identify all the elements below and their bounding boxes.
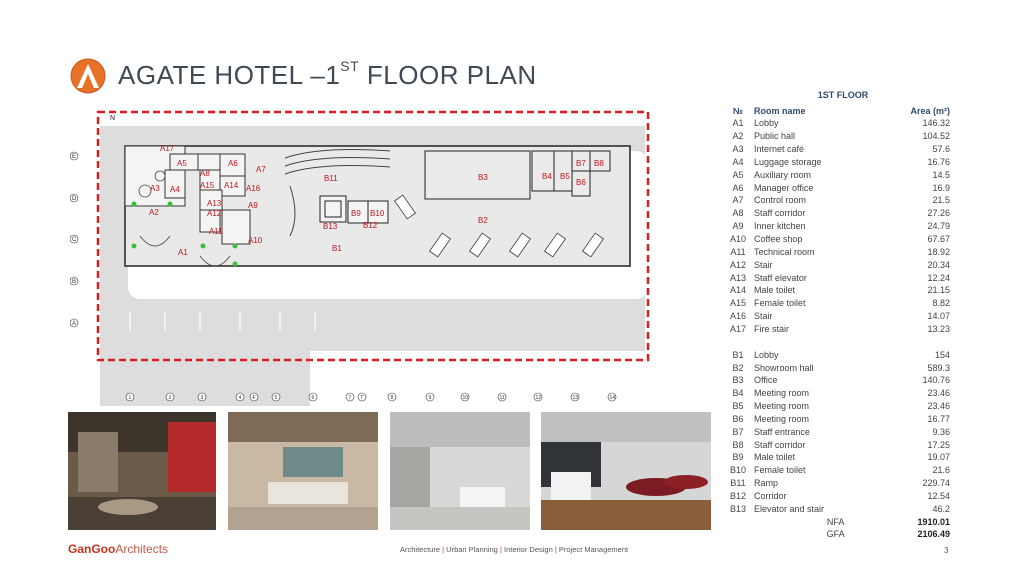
svg-text:7': 7' [360,395,364,401]
room-label: A1 [178,248,188,257]
room-label: A5 [177,159,187,168]
cell-no: A15 [729,298,746,309]
cell-name: Meeting room [754,388,810,399]
office-photo [390,412,530,530]
table-row [722,451,954,464]
table-row [722,181,954,194]
reception-photo [228,412,378,530]
room-label: B12 [363,221,378,230]
services-line: Architecture | Urban Planning | Interior Design | Project Management [400,545,629,554]
cell-area: 57.6 [932,144,950,155]
room-label: B9 [351,209,361,218]
table-row [722,245,954,258]
cell-name: Office [754,375,778,386]
svg-text:1: 1 [128,395,132,401]
cell-area: 23.46 [927,401,950,412]
table-row [722,258,954,271]
table-row [722,220,954,233]
room-label: A3 [150,184,160,193]
room-label: A6 [228,159,238,168]
cell-area: 16.76 [927,156,950,167]
cell-name: Male toilet [754,285,796,296]
cell-no: A3 [732,144,744,155]
cell-area: 13.23 [927,323,950,334]
svg-text:A: A [72,321,77,327]
cell-name: Luggage storage [754,156,822,167]
cell-name: Showroom hall [754,362,814,373]
room-label: B3 [478,173,488,182]
room-label: A10 [248,236,263,245]
cell-area: 18.92 [927,246,950,257]
room-label: A7 [256,165,266,174]
room-label: A9 [248,201,258,210]
svg-text:4': 4' [252,395,256,401]
table-row [722,502,954,515]
floor-plan [70,106,660,406]
cell-no: A17 [729,323,746,334]
room-label: A11 [209,227,223,236]
cell-no: B2 [732,362,744,373]
svg-text:11: 11 [499,395,505,401]
table-row [722,233,954,246]
table-row [722,464,954,477]
cell-no: A11 [730,246,746,257]
cell-name: Elevator and stair [754,503,825,514]
table-row [722,348,954,361]
table-row [722,143,954,156]
cell-area: 146.32 [922,118,950,129]
cell-no: B3 [732,375,744,386]
room-label: B11 [324,174,338,183]
room-label: A12 [207,209,222,218]
table-row [722,194,954,207]
svg-text:B: B [72,279,77,285]
svg-text:14: 14 [609,395,616,401]
room-label: A16 [246,184,261,193]
cell-no: A7 [732,195,744,206]
table-row [722,117,954,130]
room-area-table [722,90,954,541]
cell-no: A14 [729,285,746,296]
cell-area: 23.46 [927,388,950,399]
cell-name: Lobby [754,349,779,360]
table-row [722,425,954,438]
cell-name: Meeting room [754,401,810,412]
rows-b [722,348,954,515]
nfa-label: NFA [826,516,845,527]
cell-area: 14.5 [932,169,950,180]
cell-no: A13 [729,272,746,283]
table-row [722,412,954,425]
svg-text:6: 6 [311,395,315,401]
cell-no: B1 [732,349,744,360]
hotel-logo [70,58,106,94]
table-row [722,168,954,181]
cell-no: A4 [732,156,744,167]
room-label: A17 [160,144,175,153]
cell-name: Manager office [754,182,814,193]
cell-name: Public hall [754,131,796,142]
cell-name: Fire stair [754,323,790,334]
cell-name: Internet café [754,144,805,155]
table-row [722,297,954,310]
table-row [722,477,954,490]
cell-no: A9 [732,221,744,232]
totals [722,515,954,541]
cell-name: Auxiliary room [754,169,812,180]
svg-text:5: 5 [274,395,278,401]
col-room-name: Room name [754,105,806,116]
cell-area: 154 [934,349,950,360]
cell-name: Stair [754,259,773,270]
room-label: A4 [170,185,180,194]
cell-area: 46.2 [932,503,950,514]
cell-no: A1 [732,118,744,129]
room-label: B1 [332,244,342,253]
cell-name: Corridor [754,490,787,501]
cell-area: 16.77 [927,413,950,424]
room-label: B6 [576,178,586,187]
nfa-value: 1910.01 [917,516,950,527]
cell-no: A6 [732,182,744,193]
svg-text:12: 12 [535,395,542,401]
room-label: B10 [370,209,385,218]
table-row [722,374,954,387]
cell-no: A10 [729,234,746,245]
spacer [722,335,954,348]
cell-no: B7 [732,426,744,437]
cell-name: Coffee shop [754,234,803,245]
cell-no: B13 [729,503,746,514]
cell-area: 17.25 [927,439,950,450]
svg-text:C: C [72,237,77,243]
cell-no: A5 [732,169,744,180]
cell-area: 19.07 [927,452,950,463]
cell-area: 14.07 [927,311,950,322]
gfa-value: 2106.49 [917,529,950,540]
cell-area: 67.67 [927,234,950,245]
svg-text:2: 2 [168,395,172,401]
cell-name: Female toilet [754,465,806,476]
cell-no: B5 [732,401,744,412]
room-label: B5 [560,172,570,181]
room-label: A8 [200,169,210,178]
gfa-label: GFA [826,529,845,540]
room-label: A13 [207,199,222,208]
cell-no: B6 [732,413,744,424]
svg-text:D: D [72,196,77,202]
page-title: AGATE HOTEL –1ST FLOOR PLAN [118,58,537,90]
cell-area: 12.24 [927,272,950,283]
table-row [722,156,954,169]
table-row [722,130,954,143]
svg-text:7: 7 [348,395,352,401]
cell-name: Ramp [754,478,779,489]
table-row [722,323,954,336]
col-area: Area (m²) [910,105,950,116]
cell-no: B12 [729,490,746,501]
col-no: № [732,105,744,116]
cell-no: B4 [732,388,744,399]
lobby-photo [68,412,216,530]
room-label: B2 [478,216,488,225]
cell-area: 12.54 [927,490,950,501]
cell-no: B9 [732,452,744,463]
cell-name: Technical room [754,246,815,257]
cell-area: 589.3 [927,362,950,373]
showroom-photo [541,412,711,530]
svg-text:E: E [72,154,77,160]
table-row [722,361,954,374]
svg-text:4: 4 [238,395,242,401]
cell-area: 104.52 [922,131,950,142]
cell-area: 8.82 [932,298,950,309]
cell-name: Control room [754,195,807,206]
svg-text:8: 8 [390,395,394,401]
cell-no: A16 [729,311,746,322]
cell-no: A2 [732,131,744,142]
table-row [722,387,954,400]
cell-name: Staff corridor [754,208,806,219]
cell-area: 21.6 [932,465,950,476]
cell-name: Lobby [754,118,779,129]
svg-text:10: 10 [462,395,469,401]
table-row [722,284,954,297]
table-row [722,271,954,284]
cell-area: 21.15 [927,285,950,296]
table-row [722,400,954,413]
cell-name: Staff entrance [754,426,810,437]
room-label: B7 [576,159,586,168]
page-number: 3 [944,546,949,555]
brand-logo: GanGooArchitects [68,542,169,556]
cell-no: A12 [729,259,746,270]
cell-name: Meeting room [754,413,810,424]
table-row [722,207,954,220]
cell-name: Staff elevator [754,272,807,283]
cell-no: B8 [732,439,744,450]
cell-name: Stair [754,311,773,322]
table-row [722,438,954,451]
cell-area: 140.76 [922,375,950,386]
north-label: N [110,115,116,122]
cell-no: B10 [729,465,746,476]
table-row [722,310,954,323]
cell-area: 9.36 [932,426,950,437]
cell-no: A8 [732,208,744,219]
table-row [722,490,954,503]
room-label: B4 [542,172,552,181]
cell-name: Staff corridor [754,439,806,450]
cell-area: 20.34 [927,259,950,270]
cell-name: Female toilet [754,298,806,309]
cell-area: 16.9 [932,182,950,193]
svg-text:9: 9 [428,395,432,401]
room-label: A14 [224,181,239,190]
room-label: B13 [323,222,338,231]
table-title: 1ST FLOOR [817,90,869,100]
cell-area: 27.26 [927,208,950,219]
rows-a [722,117,954,335]
cell-no: B11 [730,478,746,489]
svg-text:3: 3 [200,395,204,401]
room-label: A2 [149,208,159,217]
cell-area: 21.5 [932,195,950,206]
cell-name: Male toilet [754,452,796,463]
cell-name: Inner kitchen [754,221,806,232]
svg-text:13: 13 [572,395,579,401]
cell-area: 229.74 [922,478,950,489]
room-label: A15 [200,181,215,190]
room-label: B8 [594,159,604,168]
cell-area: 24.79 [927,221,950,232]
